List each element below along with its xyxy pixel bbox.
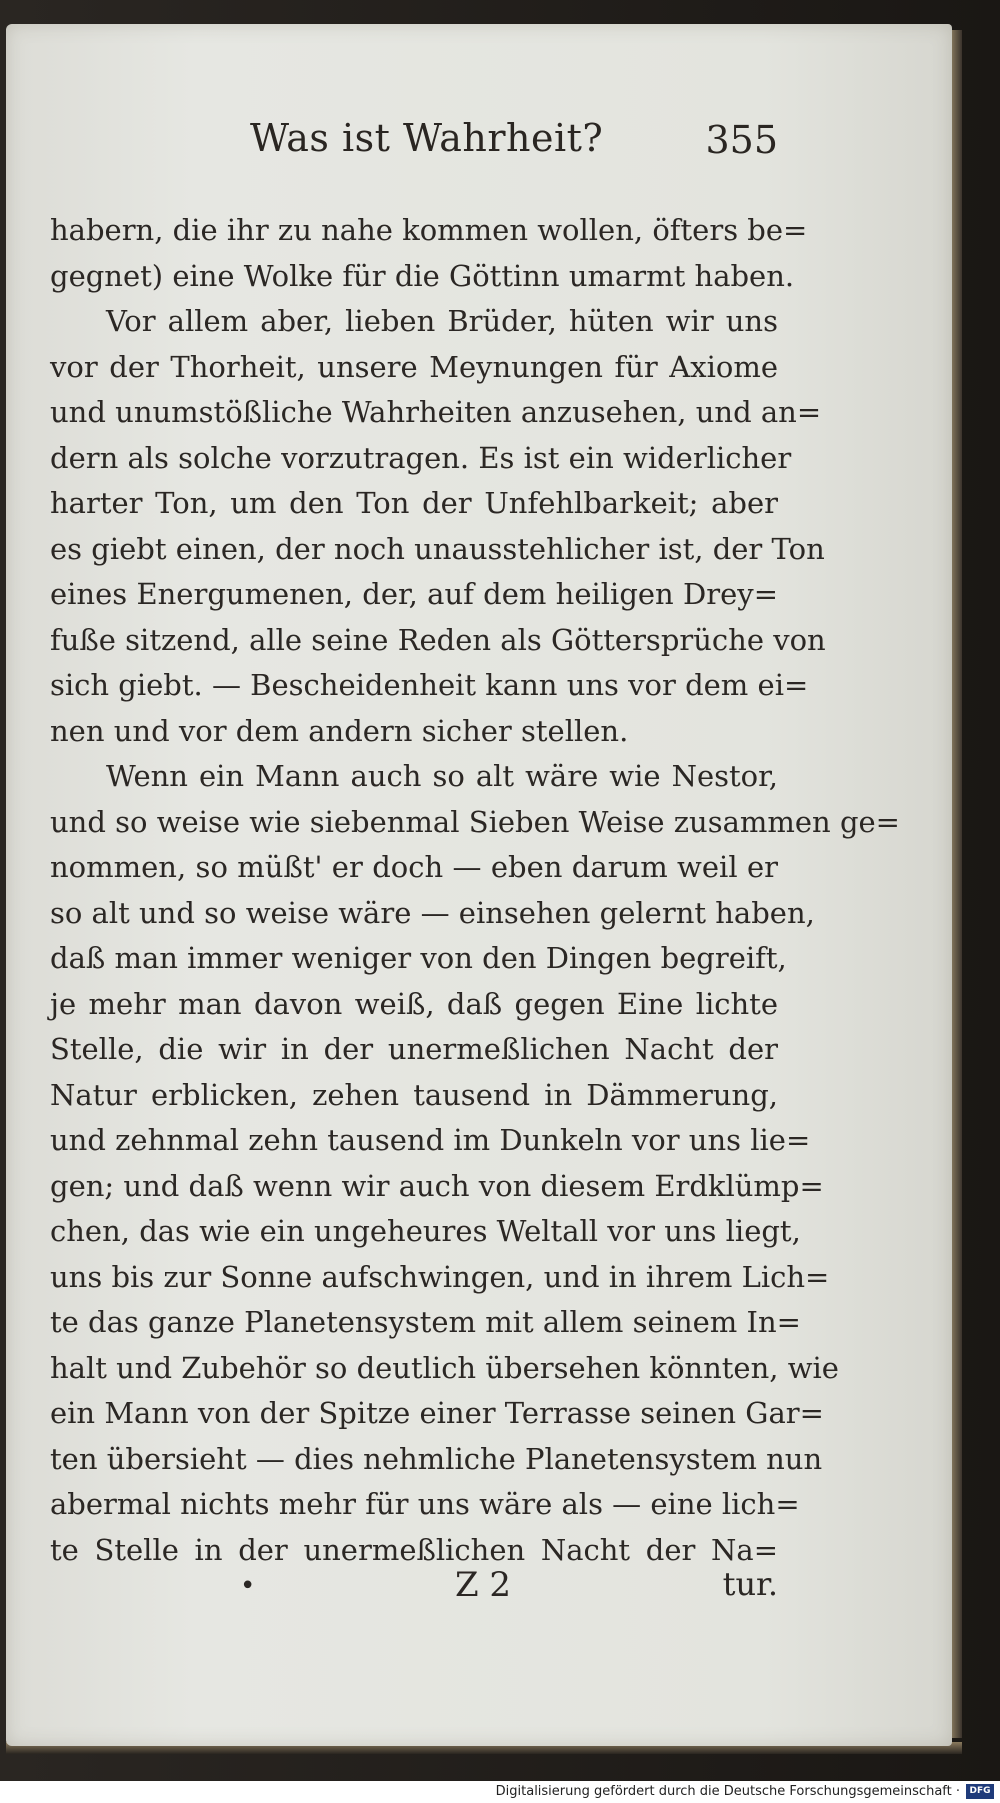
text-line: ein Mann von der Spitze einer Terrasse seinen Gar= (50, 1396, 824, 1430)
text-line: Wenn ein Mann auch so alt wäre wie Nestor, (106, 759, 778, 793)
text-line: nommen, so müßt' er doch — eben darum weil er (50, 850, 778, 884)
page-header (50, 116, 778, 176)
running-title: Was ist Wahrheit? (250, 116, 604, 160)
text-line: gegnet) eine Wolke für die Göttinn umarmt haben. (50, 258, 795, 293)
text-line: dern als solche vorzutragen. Es ist ein widerlicher (50, 440, 792, 475)
text-line: ten übersieht — dies nehmliche Planetensystem nun (50, 1441, 823, 1476)
text-line: daß man immer weniger von den Dingen begreift, (50, 941, 787, 975)
text-line: Vor allem aber, lieben Brüder, hüten wir uns (106, 304, 778, 338)
body-text (50, 208, 900, 1573)
text-line: vor der Thorheit, unsere Meynungen für Axiome (50, 349, 778, 384)
text-line: eines Energumenen, der, auf dem heiligen Drey= (50, 577, 778, 611)
credit-text: Digitalisierung gefördert durch die Deutsche Forschungsgemeinschaft · (495, 1784, 960, 1799)
text-line: halt und Zubehör so deutlich übersehen könnten, wie (50, 1350, 839, 1385)
text-line: te das ganze Planetensystem mit allem seinem In= (50, 1305, 801, 1339)
text-line: je mehr man davon weiß, daß gegen Eine lichte (50, 986, 778, 1021)
printer-mark: • (240, 1571, 256, 1601)
text-line: te Stelle in der unermeßlichen Nacht der Na= (50, 1532, 778, 1567)
text-line: abermal nichts mehr für uns wäre als — eine lich= (50, 1487, 800, 1521)
signature-mark: Z 2 (455, 1565, 512, 1605)
text-line: uns bis zur Sonne aufschwingen, und in ihrem Lich= (50, 1259, 830, 1294)
page-number: 355 (705, 118, 778, 162)
text-line: Stelle, die wir in der unermeßlichen Nacht der (50, 1032, 778, 1066)
text-line: fuße sitzend, alle seine Reden als Göttersprüche von (50, 622, 826, 657)
dfg-logo-icon: DFG (966, 1784, 994, 1799)
text-line: chen, das wie ein ungeheures Weltall vor uns liegt, (50, 1214, 801, 1248)
text-line: gen; und daß wenn wir auch von diesem Erdklümp= (50, 1168, 824, 1203)
text-line: so alt und so weise wäre — einsehen gelernt haben, (50, 895, 815, 930)
credit-bar (0, 1781, 1000, 1803)
text-line: und zehnmal zehn tausend im Dunkeln vor uns lie= (50, 1123, 811, 1157)
text-line: Natur erblicken, zehen tausend in Dämmerung, (50, 1077, 778, 1112)
text-line: und so weise wie siebenmal Sieben Weise zusammen ge= (50, 804, 900, 839)
text-line: sich giebt. — Bescheidenheit kann uns vor dem ei= (50, 668, 809, 702)
page-footer (50, 1565, 778, 1615)
catchword: tur. (722, 1565, 778, 1603)
text-line: nen und vor dem andern sicher stellen. (50, 713, 629, 748)
text-line: habern, die ihr zu nahe kommen wollen, öfters be= (50, 213, 808, 247)
text-line: es giebt einen, der noch unausstehlicher ist, der Ton (50, 531, 825, 566)
text-line: harter Ton, um den Ton der Unfehlbarkeit; aber (50, 486, 778, 520)
text-line: und unumstößliche Wahrheiten anzusehen, und an= (50, 395, 822, 429)
